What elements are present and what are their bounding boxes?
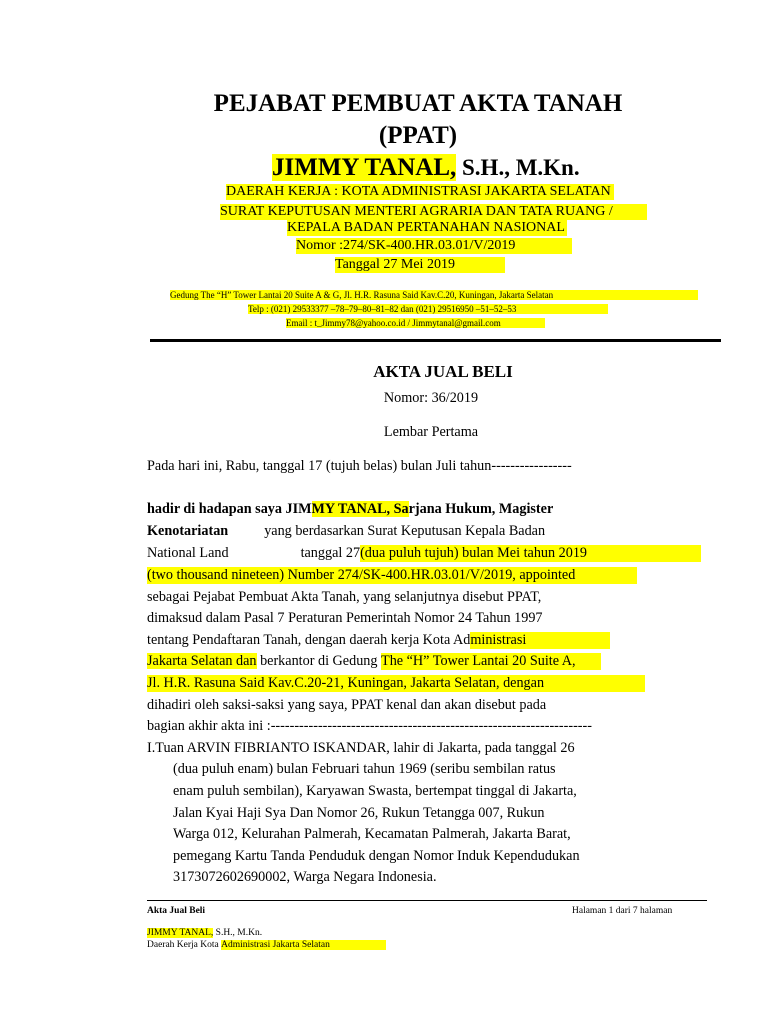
body-line-6: dimaksud dalam Pasal 7 Peraturan Pemerintah Nomor 24 Tahun 1997 <box>147 610 543 626</box>
body-text-highlight: Jakarta Selatan dan <box>147 653 257 669</box>
footer-ppat-name <box>147 928 262 938</box>
body-text: berkantor di Gedung <box>256 653 382 669</box>
party-line-2: (dua puluh enam) bulan Februari tahun 1969 (seribu sembilan ratus <box>173 761 556 777</box>
header-subtitle: (PPAT) <box>378 122 458 149</box>
body-text-highlight: MY TANAL, Sa <box>311 501 409 517</box>
footer-area-text: Daerah Kerja Kota <box>147 940 222 950</box>
ppat-name <box>272 154 580 182</box>
party-line-7: 3173072602690002, Warga Negara Indonesia. <box>173 869 437 885</box>
header-title: PEJABAT PEMBUAT AKTA TANAH <box>213 90 623 117</box>
office-phone: Telp : (021) 29533377 –78–79–80–81–82 dan (021) 29516950 –51–52–53 <box>248 304 608 314</box>
decree-date: Tanggal 27 Mei 2019 <box>335 257 505 273</box>
body-text: National Land <box>147 545 229 561</box>
decree-line: SURAT KEPUTUSAN MENTERI AGRARIA DAN TATA RUANG / <box>220 204 647 220</box>
deed-sheet: Lembar Pertama <box>383 424 479 440</box>
body-text: tentang Pendaftaran Tanah, dengan daerah kerja Kota Ad <box>147 632 471 648</box>
decree-number: Nomor :274/SK-400.HR.03.01/V/2019 <box>296 238 572 254</box>
body-line-1 <box>147 501 648 518</box>
body-text-highlight: ministrasi <box>470 632 610 649</box>
header-divider <box>150 339 721 342</box>
deed-title: AKTA JUAL BELI <box>373 362 513 381</box>
body-text: tanggal 27 <box>300 545 361 561</box>
body-line-5: sebagai Pejabat Pembuat Akta Tanah, yang selanjutnya disebut PPAT, <box>147 589 542 605</box>
body-text-highlight: (dua puluh tujuh) bulan Mei tahun 2019 <box>360 545 701 562</box>
work-area-line: DAERAH KERJA : KOTA ADMINISTRASI JAKARTA SELATAN <box>226 184 614 200</box>
agency-line: KEPALA BADAN PERTANAHAN NASIONAL <box>287 220 567 236</box>
body-line-3 <box>147 545 701 562</box>
footer-divider <box>147 900 707 901</box>
party-line-4: Jalan Kyai Haji Sya Dan Nomor 26, Rukun Tetangga 007, Rukun <box>173 805 545 821</box>
body-line-10: dihadiri oleh saksi-saksi yang saya, PPAT kenal dan akan disebut pada <box>147 697 547 713</box>
footer-doc-name: Akta Jual Beli <box>147 906 206 916</box>
office-email: Email : t_Jimmy78@yahoo.co.id / Jimmytanal@gmail.com <box>286 318 545 328</box>
body-text: yang berdasarkan Surat Keputusan Kepala Badan <box>264 523 546 539</box>
ppat-name-highlight: JIMMY TANAL, <box>272 154 457 181</box>
footer-area-highlight: Administrasi Jakarta Selatan <box>221 940 386 950</box>
opening-line: Pada hari ini, Rabu, tanggal 17 (tujuh belas) bulan Juli tahun----------------- <box>147 458 572 474</box>
body-text: rjana Hukum, Magister <box>408 501 554 517</box>
party-line-1: I.Tuan ARVIN FIBRIANTO ISKANDAR, lahir di Jakarta, pada tanggal 26 <box>147 740 575 756</box>
footer-page-count: Halaman 1 dari 7 halaman <box>572 906 673 916</box>
body-line-9: Jl. H.R. Rasuna Said Kav.C.20-21, Kuningan, Jakarta Selatan, dengan <box>147 675 645 692</box>
footer-degree: S.H., M.Kn. <box>213 928 263 938</box>
ppat-degree: S.H., M.Kn. <box>462 155 580 180</box>
body-line-4: (two thousand nineteen) Number 274/SK-400.HR.03.01/V/2019, appointed <box>147 567 637 584</box>
office-address: Gedung The “H” Tower Lantai 20 Suite A & G, Jl. H.R. Rasuna Said Kav.C.20, Kuningan, Jakarta Selatan <box>170 290 698 300</box>
party-line-6: pemegang Kartu Tanda Penduduk dengan Nomor Induk Kependudukan <box>173 848 580 864</box>
body-text-highlight: The “H” Tower Lantai 20 Suite A, <box>381 653 601 670</box>
deed-number: Nomor: 36/2019 <box>383 390 479 406</box>
body-line-2 <box>147 523 648 540</box>
party-line-3: enam puluh sembilan), Karyawan Swasta, bertempat tinggal di Jakarta, <box>173 783 577 799</box>
footer-name-highlight: JIMMY TANAL, <box>147 928 214 938</box>
body-text: hadir di hadapan saya JIM <box>147 501 312 517</box>
footer-work-area <box>147 940 386 950</box>
body-line-11: bagian akhir akta ini :-------------------------------------------------------------------- <box>147 718 592 734</box>
body-line-8 <box>147 653 601 670</box>
body-text-bold: Kenotariatan <box>147 523 229 539</box>
party-line-5: Warga 012, Kelurahan Palmerah, Kecamatan Palmerah, Jakarta Barat, <box>173 826 571 842</box>
body-line-7 <box>147 632 610 649</box>
